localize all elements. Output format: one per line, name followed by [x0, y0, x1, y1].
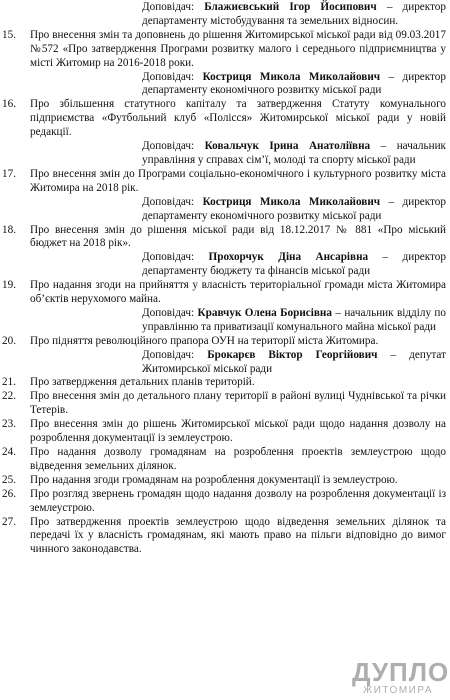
item-text: Про надання дозволу громадянам на розроблення проектів землеустрою щодо відведення земельних ділянок.	[30, 446, 446, 472]
item-number: 23.	[2, 418, 16, 431]
item-text: Про розгляд звернень громадян щодо надання дозволу на розроблення документації із землеустрою.	[30, 487, 446, 514]
item-number: 25.	[2, 473, 16, 486]
speaker-name: Костриця Микола Миколайович	[202, 195, 381, 208]
agenda-item-15	[0, 29, 450, 71]
speaker-line-18: Доповідач: Прохорчук Діна Ансарівна – директор департаменту бюджету та фінансів міської ради	[142, 251, 446, 278]
speaker-line-15: Доповідач: Костриця Микола Миколайович – директор департаменту економічного розвитку міської ради	[142, 70, 446, 97]
speaker-name: Блажиєвський Ігор Йосипович	[204, 1, 377, 13]
item-text: Про внесення змін до Програми соціально-економічного і культурного розвитку міста Житомира на 2018 рік.	[30, 167, 446, 194]
speaker-line-19: Доповідач: Кравчук Олена Борисівна – начальник відділу по управлінню та приватизації комунального майна міської ради	[142, 306, 446, 333]
agenda-item-20	[0, 335, 450, 349]
item-number: 16.	[2, 98, 16, 111]
item-number: 27.	[2, 515, 16, 528]
agenda-item-26	[0, 488, 450, 516]
item-text: Про підняття революційного прапора ОУН на території міста Житомира.	[30, 334, 379, 347]
agenda-item-23	[0, 418, 450, 446]
item-number: 18.	[2, 223, 16, 236]
speaker-name: Костриця Микола Миколайович	[202, 70, 381, 83]
item-text: Про внесення змін та доповнень до рішення Житомирської міської ради від 09.03.2017 №572 «Про затвердження Програми розвитку малого і середнього підприємництва у місті Житомир на 2016-2018 роки.	[30, 28, 446, 69]
agenda-item-25	[0, 474, 450, 488]
speaker-line-14: Доповідач: Блажиєвський Ігор Йосипович – директор департаменту містобудування та земельних відносин.	[142, 1, 446, 27]
agenda-item-24	[0, 446, 450, 474]
agenda-item-27	[0, 516, 450, 558]
agenda-document	[0, 1, 450, 557]
item-number: 20.	[2, 334, 16, 347]
item-number: 21.	[2, 376, 16, 389]
agenda-item-17	[0, 168, 450, 196]
item-number: 19.	[2, 279, 16, 292]
speaker-name: Кравчук Олена Борисівна	[197, 306, 332, 319]
item-number: 17.	[2, 167, 16, 180]
watermark-line-2: ЖИТОМИРА	[362, 685, 434, 696]
agenda-item-21	[0, 376, 450, 390]
item-number: 26.	[2, 487, 16, 500]
item-text: Про надання згоди на прийняття у власність територіальної громади міста Житомира об’єктів нерухомого майна.	[30, 279, 446, 306]
item-text: Про затвердження проектів землеустрою щодо відведення земельних ділянок та передачі їх у власність громадянам, які мають право на пільги відповідно до вимог чинного законодавства.	[30, 515, 446, 556]
speaker-line-20: Доповідач: Брокарєв Віктор Георгійович – депутат Житомирської міської ради	[142, 348, 446, 375]
speaker-name: Брокарєв Віктор Георгійович	[207, 348, 378, 361]
agenda-item-19	[0, 279, 450, 307]
speaker-name: Прохорчук Діна Ансарівна	[208, 251, 369, 264]
speaker-line-17: Доповідач: Костриця Микола Миколайович – директор департаменту економічного розвитку міської ради	[142, 195, 446, 222]
item-text: Про внесення змін до детального плану території в районі вулиці Чуднівської та річки Тетерів.	[30, 390, 446, 417]
item-number: 24.	[2, 446, 16, 458]
item-text: Про збільшення статутного капіталу та затвердження Статуту комунального підприємства «Футбольний клуб «Полісся» Житомирської міської ради у новій редакції.	[30, 98, 446, 139]
item-text: Про внесення змін до рішення міської ради від 18.12.2017 № 881 «Про міський бюджет на 2018 рік».	[30, 223, 446, 250]
watermark-line-1: ДУПЛО	[352, 657, 450, 687]
item-text: Про внесення змін до рішень Житомирської міської ради щодо надання дозволу на розроблення документації із землеустрою.	[30, 418, 446, 445]
item-number: 22.	[2, 390, 16, 403]
agenda-item-22	[0, 390, 450, 418]
item-number: 15.	[2, 28, 16, 41]
agenda-item-16	[0, 98, 450, 140]
speaker-line-16: Доповідач: Ковальчук Ірина Анатоліївна – начальник управління у справах сім’ї, молоді та спорту міської ради	[142, 140, 446, 166]
item-text: Про затвердження детальних планів територій.	[30, 376, 255, 389]
speaker-name: Ковальчук Ірина Анатоліївна	[204, 140, 371, 153]
site-watermark-logo	[352, 657, 450, 696]
item-text: Про надання згоди громадянам на розроблення документації із землеустрою.	[30, 473, 398, 486]
agenda-item-18	[0, 224, 450, 252]
